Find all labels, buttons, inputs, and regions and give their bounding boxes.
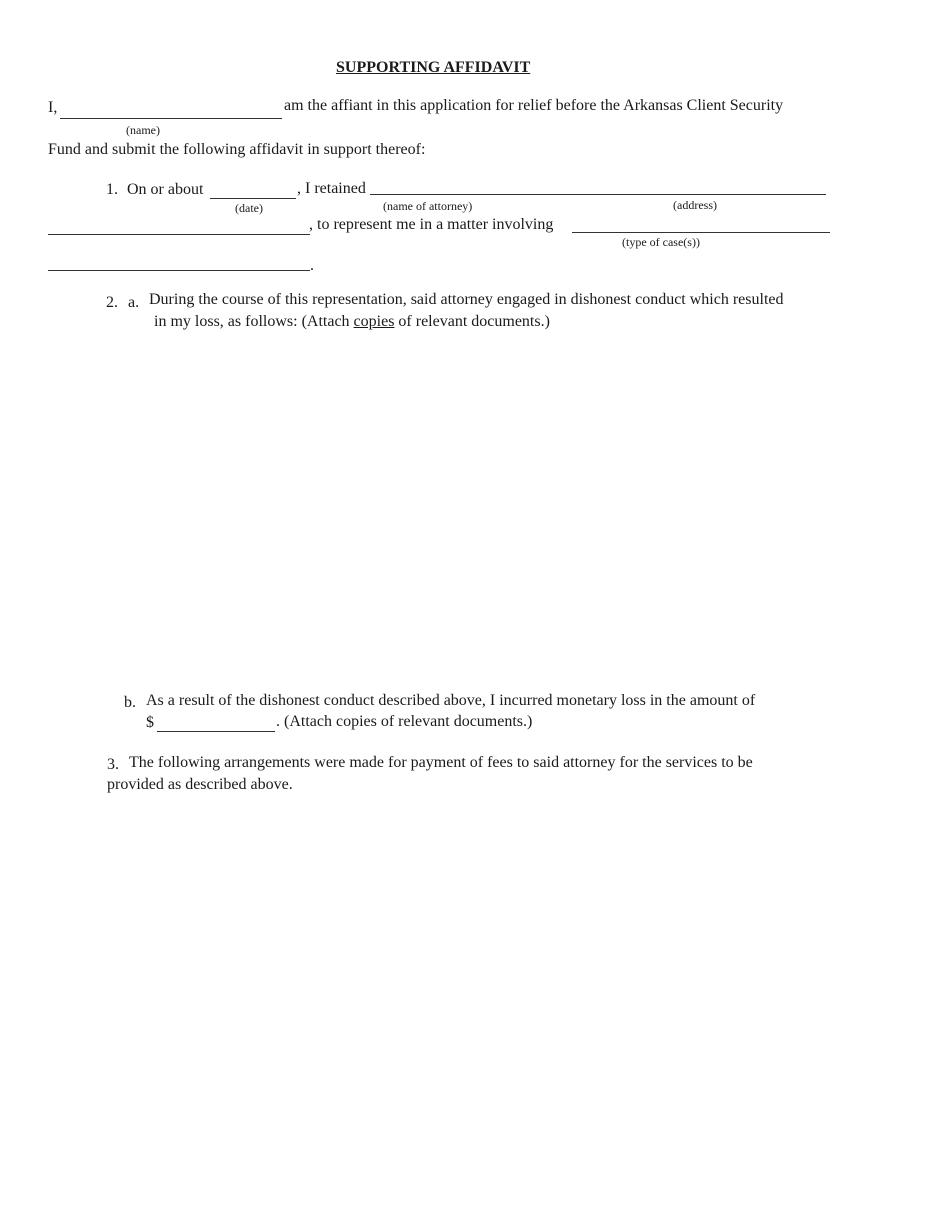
item2b-text2: . (Attach copies of relevant documents.) (276, 713, 533, 730)
item3-number: 3. (107, 756, 119, 773)
item2a-text1: During the course of this representation, said attorney engaged in dishonest conduct which resulted (149, 291, 784, 308)
item2b-text1: As a result of the dishonest conduct described above, I incurred monetary loss in the amount of (146, 692, 756, 709)
intro-text: am the affiant in this application for relief before the Arkansas Client Security (284, 97, 784, 114)
item3-text2: provided as described above. (107, 776, 293, 793)
page-title: SUPPORTING AFFIDAVIT (336, 59, 531, 76)
item1-number: 1. (106, 181, 118, 198)
item2a-letter: a. (128, 294, 140, 311)
item1-retained: , I retained (297, 180, 366, 197)
address-label: (address) (673, 198, 717, 212)
case-type-label: (type of case(s)) (622, 235, 700, 249)
item1-period: . (310, 257, 314, 274)
date-field[interactable] (210, 198, 296, 199)
intro-prefix: I, (48, 99, 58, 116)
item2a-text2 (154, 314, 550, 330)
intro-line2: Fund and submit the following affidavit in support thereof: (48, 141, 426, 158)
item2b-dollar: $ (146, 714, 154, 731)
attorney-address-field-cont[interactable] (48, 234, 310, 235)
dishonest-conduct-response-area[interactable] (106, 340, 836, 680)
affiant-name-field[interactable] (60, 118, 282, 119)
name-label: (name) (126, 123, 160, 137)
item3-text1: The following arrangements were made for payment of fees to said attorney for the services to be (129, 754, 753, 771)
item2a-text2-post: of relevant documents.) (394, 313, 550, 330)
fee-arrangements-response-area[interactable] (106, 805, 836, 1185)
case-type-field-cont[interactable] (48, 270, 310, 271)
item1-on-or-about: On or about (127, 181, 204, 198)
case-type-field[interactable] (572, 232, 830, 233)
item2a-text2-pre: in my loss, as follows: (Attach (154, 313, 354, 330)
item2b-letter: b. (124, 694, 136, 711)
attorney-address-field[interactable] (370, 194, 826, 195)
attorney-label: (name of attorney) (383, 199, 473, 213)
item1-represent: , to represent me in a matter involving (309, 216, 554, 233)
item2-number: 2. (106, 294, 118, 311)
loss-amount-field[interactable] (157, 731, 275, 732)
date-label: (date) (235, 201, 263, 215)
item2a-copies: copies (353, 313, 395, 330)
